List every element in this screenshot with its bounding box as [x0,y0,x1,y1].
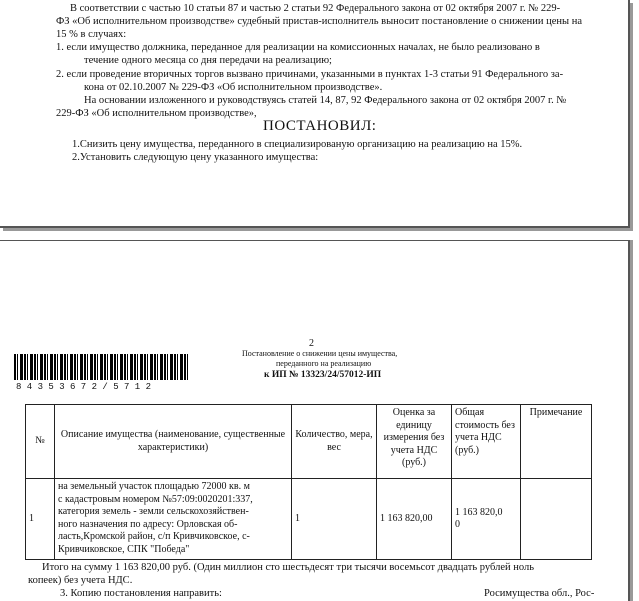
header-description: Описание имущества (наименование, существенные характеристики) [55,405,292,479]
row-unit-price: 1 163 820,00 [377,479,452,560]
row-total: 1 163 820,0 0 [452,479,521,560]
decision-heading: ПОСТАНОВИЛ: [263,118,377,134]
list-item: 2. если проведение вторичных торгов вызвано причинами, указанными в пунктах 1-3 статьи 91 Федерального за- [56,69,564,80]
decision-item: 1.Снизить цену имущества, переданного в специализированую организацию на реализацию на 15%. [72,139,523,150]
row-description [55,479,292,560]
row-num: 1 [26,479,55,560]
header-num: № [26,405,55,479]
list-item: течение одного месяца со дня передачи на реализацию; [84,55,332,66]
cut-line: 3. Копию постановления направить: [60,588,222,599]
desc-line: Кривчиковское, СПК "Победа" [58,543,190,555]
document-page-1 [0,0,630,228]
desc-line: с кадастровым номером №57:09:0020201:337, [58,493,253,505]
total-sum-line: Итого на сумму 1 163 820,00 руб. (Один миллион сто шестьдесят три тысячи восемьсот двадцать рублей ноль [42,562,534,573]
desc-line: категория земель - земли сельскохозяйствен- [58,506,249,517]
row-quantity: 1 [292,479,377,560]
page-number: 2 [309,338,314,349]
row-notes [521,479,592,560]
doc-subtitle: переданного на реализацию [276,359,372,368]
paragraph-line: В соответствии с частью 10 статьи 87 и частью 2 статьи 92 Федерального закона от 02 октября 2007 г. № 229- [70,3,561,14]
table-row [26,479,592,560]
desc-line: на земельный участок площадью 72000 кв. м [58,481,250,492]
header-quantity: Количество, мера, вес [292,405,377,479]
header-total: Общая стоимость без учета НДС (руб.) [452,405,521,479]
paragraph-line: На основании изложенного и руководствуясь статей 14, 87, 92 Федерального закона от 02 октября 2007 г. № [84,95,567,106]
barcode [14,354,190,380]
paragraph-line: 229-ФЗ «Об исполнительном производстве», [56,108,257,119]
desc-line: ного назначения по адресу: Орловская об- [58,518,238,530]
barcode-digits: 84353672/5712 [16,382,157,392]
decision-item: 2.Установить следующую цену указанного имущества: [72,152,319,163]
desc-line: ласть,Кромской район, с/п Кривчиковское, с- [58,531,250,542]
cut-line: Росимущества обл., Рос- [484,588,595,599]
total-sum-line: копеек) без учета НДС. [28,575,133,586]
document-page-2 [0,240,630,601]
header-unit-price: Оценка за единицу измерения без учета НДС (руб.) [377,405,452,479]
list-item: 1. если имущество должника, переданное для реализации на комиссионных началах, не было реализовано в [56,42,540,53]
paragraph-line: 15 % в случаях: [56,29,127,40]
doc-title: Постановление о снижении цены имущества, [242,349,398,358]
property-table [25,404,592,560]
paragraph-line: ФЗ «Об исполнительном производстве» судебный пристав-исполнитель выносит постановление о снижении цены на [56,16,582,27]
table-header-row [26,405,592,479]
list-item: кона от 02.10.2007 № 229-ФЗ «Об исполнительном производстве». [84,82,383,93]
header-notes: Примечание [521,405,592,479]
case-number: к ИП № 13323/24/57012-ИП [264,370,382,380]
